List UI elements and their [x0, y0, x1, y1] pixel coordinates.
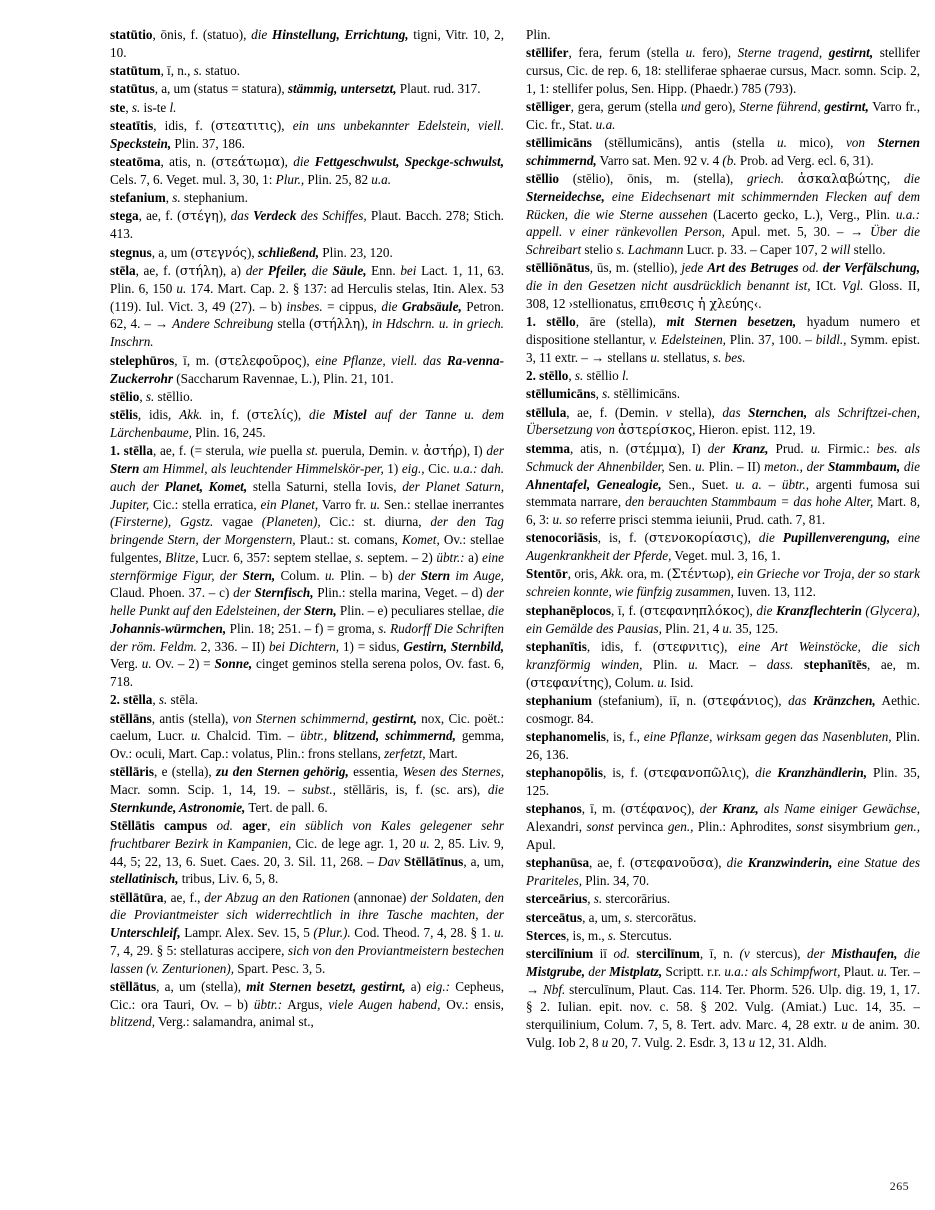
dictionary-entry-stellatis-campus: Stēllātis campus od. ager, ein süblich von Kales gelegener sehr fruchtbarer Bezirk in Kampanien, Cic. de lege agr. 1, 20 u. 2, 85. Liv. 9, 44, 5; 22, 13, 6. Suet. Caes. 20, 3. Sil. 11, 268. – Dav Stēllātīnus, a, um, stellatinisch, tribus, Liv. 6, 5, 8. [110, 818, 505, 887]
dictionary-entry-stellaris: stēllāris, e (stella), zu den Sternen gehörig, essentia, Wesen des Sternes, Macr. somn. Scip. 1, 14, 19. – subst., stēllāris, is, f. (sc. ars), die Sternkunde, Astronomie, Tert. de pall. 6. [110, 764, 504, 815]
dictionary-entry-statutus: statūtus, a, um (status = statura), stämmig, untersetzt, Plaut. rud. 317. [110, 81, 481, 97]
dictionary-entry-ste: ste, s. is-te l. [110, 99, 177, 115]
dictionary-entry-stella-1: 1. stēlla, ae, f. (= sterula, wie puella st. puerula, Demin. v. ἀστήρ), I) der Stern am Himmel, als leuchtender Himmelskör-per, 1) eig., Cic. u.a.: dah. auch der Planet, Komet, stella Saturni, stella Iovis, der Planet Saturn, Jupiter, Cic.: stella erratica, ein Planet, Varro fr. u. Sen.: stellae inerrantes (Firsterne), Ggstz. vagae (Planeten), Cic.: st. diurna, der den Tag bringende Stern, der Morgenstern, Plaut.: st. comans, Komet, Ov.: stellae fulgentes, Blitze, Lucr. 6, 357: septem stellae, s. septem. – 2) übtr.: a) eine sternförmige Figur, der Stern, Colum. u. Plin. – b) der Stern im Auge, Claud. Phoen. 37. – c) der Sternfisch, Plin.: stella marina, Veget. – d) der helle Punkt auf den Edelsteinen, der Stern, Plin. – e) peculiares stellae, die Johannis-würmchen, Plin. 18; 251. – f) = groma, s. Rudorff Die Schriften der röm. Feldm. 2, 336. – II) bei Dichtern, 1) = sidus, Gestirn, Sternbild, Verg. u. Ov. – 2) = Sonne, cinget geminos stella serena polos, Ov. fast. 6, 718. [110, 443, 505, 690]
dictionary-entry-stellumicans: stēllumicāns, s. stēllimicāns. [526, 386, 681, 402]
dictionary-entry-stellionatus: stēlliōnātus, ūs, m. (stellio), jede Art des Betruges od. der Verfälschung, die in den Gesetzen nicht ausdrücklich benannt ist, ICt. Vgl. Gloss. II, 308, 12 ›stellionatus, επιθεσις ἡ χλεύης‹. [526, 260, 921, 311]
dictionary-entry-stelliger: stēlliger, gera, gerum (stella und gero), Sterne führend, gestirnt, Varro fr., Cic. fr., Stat. u.a. [526, 99, 920, 132]
dictionary-entry-stellatus: stēllātus, a, um (stella), mit Sternen besetzt, gestirnt, a) eig.: Cepheus, Cic.: ora Tauri, Ov. – b) übtr.: Argus, viele Augen habend, Ov.: ensis, blitzend, Verg.: salamandra, animal st., [110, 978, 504, 1030]
dictionary-entry-stellans: stēllāns, antis (stella), von Sternen schimmernd, gestirnt, nox, Cic. poët.: caelum, Lucr. u. Chalcid. Tim. – übtr., blitzend, schimmernd, gemma, Ov.: oculi, Mart. Cap.: volatus, Plin.: frons stellans, zerfetzt, Mart. [110, 710, 505, 762]
dictionary-entry-statutum: statūtum, ī, n., s. statuo. [110, 63, 241, 78]
dictionary-entry-stelis: stēlis, idis, Akk. in, f. (στελίς), die Mistel auf der Tanne u. dem Lärchenbaume, Plin. 16, 245. [110, 407, 505, 440]
dictionary-entry-stellio: stēllio (stēlio), ōnis, m. (stella), griech. ἀσκαλαβώτης, die Sterneidechse, eine Eidechsenart mit schimmernden Flecken auf dem Rücken, die wie Sterne aussehen (Lacerto gecko, L.), Verg., Plin. u.a.: appell. v einer ränkevollen Person, Apul. met. 5, 30. – → Über die Schreibart stelio s. Lachmann Lucr. p. 33. – Caper 107, 2 will stello. [526, 171, 920, 258]
dictionary-entry-stella-2: 2. stēlla, s. stēla. [110, 692, 198, 708]
dictionary-entry-statutio: statūtio, ōnis, f. (statuo), die Hinstellung, Errichtung, tigni, Vitr. 10, 2, 10. [110, 27, 505, 60]
dictionary-entry-stercerarius: sterceārius, s. stercorārius. [526, 891, 671, 907]
dictionary-entry-stelio: stēlio, s. stēllio. [110, 388, 193, 404]
dictionary-entry-plin-catchline: Plin. [526, 27, 551, 42]
dictionary-entry-stenocoriasis: stenocoriāsis, is, f. (στενοκορίασις), die Pupillenverengung, eine Augenkrankheit der Pferde, Veget. mul. 3, 16, 1. [526, 530, 921, 564]
dictionary-entry-steatitis: steatītis, idis, f. (στεατιτις), ein uns unbekannter Edelstein, viell. Speckstein, Plin. 37, 186. [110, 117, 504, 151]
dictionary-entry-stellatura: stēllātūra, ae, f., der Abzug an den Rationen (annonae) der Soldaten, den die Proviantmeister sich widerrechtlich in ihre Tasche machten, der Unterschleif, Lampr. Alex. Sev. 15, 5 (Plur.). Cod. Theod. 7, 4, 28. § 1. u. 7, 4, 29. § 5: stellaturas accipere, sich von den Proviantmeistern bestechen lassen (v. Zenturionen), Spart. Pesc. 3, 5. [110, 889, 504, 976]
dictionary-entry-stephanitis: stephanītis, idis, f. (στεφνιτις), eine Art Weinstöcke, die sich kranzförmig winden, Plin. u. Macr. – dass. stephanītēs, ae, m. (στεφανίτης), Colum. u. Isid. [526, 638, 920, 690]
dictionary-entry-stephanium: stephanium (stefanium), iī, n. (στεφάνιος), das Kränzchen, Aethic. cosmogr. 84. [526, 692, 921, 726]
dictionary-entry-stelephuros: stelephūros, ī, m. (στελεφοῦρος), eine Pflanze, viell. das Ra-venna- Zuckerrohr (Saccharum Ravennae, L.), Plin. 21, 101. [110, 352, 504, 386]
dictionary-entry-stephanopolis: stephanopōlis, is, f. (στεφανοπῶλις), die Kranzhändlerin, Plin. 35, 125. [526, 765, 921, 799]
dictionary-entry-steatoma: steatōma, atis, n. (στεάτωμα), die Fettgeschwulst, Speckge-schwulst, Cels. 7, 6. Veget. mul. 3, 30, 1: Plur., Plin. 25, 82 u.a. [110, 153, 505, 187]
dictionary-entry-stello-1: 1. stēllo, āre (stella), mit Sternen besetzen, hyadum numero et dispositione stellantur, v. Edelsteinen, Plin. 37, 100. – bildl., Symm. epist. 3, 11 extr. – → stellans u. stellatus, s. bes. [526, 314, 921, 365]
dictionary-entry-stegnus: stegnus, a, um (στεγνός), schließend, Plin. 23, 120. [110, 244, 393, 260]
right-column [526, 26, 920, 1052]
dictionary-entry-stellimicans: stēllimicāns (stēllumicāns), antis (stella u. mico), von Sternen schimmernd, Varro sat. Men. 92 v. 4 (b. Prob. ad Verg. ecl. 6, 31). [526, 135, 921, 168]
dictionary-entry-sterces: Sterces, is, m., s. Stercutus. [526, 927, 672, 943]
dictionary-entry-stefanium: stefanium, s. stephanium. [110, 190, 248, 206]
dictionary-entry-stephanomelis: stephanomelis, is, f., eine Pflanze, wirksam gegen das Nasenbluten, Plin. 26, 136. [526, 729, 920, 762]
dictionary-entry-stentor: Stentōr, oris, Akk. ora, m. (Στέντωρ), ein Grieche vor Troja, der so stark schreien konnte, wie fünfzig zusammen, Iuven. 13, 112. [526, 566, 920, 600]
dictionary-entry-stellifer: stēllifer, fera, ferum (stella u. fero), Sterne tragend, gestirnt, stellifer cursus, Cic. de rep. 6, 18: stelliferae sphaerae cursus, Macr. somn. Scip. 2, 1, 1: stellifer polus, Sen. Hipp. (Phaedr.) 785 (793). [526, 45, 921, 96]
dictionary-entry-stercerarius-2: sterceātus, a, um, s. stercorātus. [526, 909, 697, 925]
dictionary-entry-stephanos: stephanos, ī, m. (στέφανος), der Kranz, als Name einiger Gewächse, Alexandri, sonst pervinca gen., Plin.: Aphrodites, sonst sisymbrium gen., Apul. [526, 801, 920, 852]
dictionary-entry-stela: stēla, ae, f. (στήλη), a) der Pfeiler, die Säule, Enn. bei Lact. 1, 11, 63. Plin. 6, 150 u. 174. Mart. Cap. 2. § 137: ad Herculis stelas, Itin. Alex. 53 (119). Iul. Vict. 3, 49 (27). – b) insbes. = cippus, die Grabsäule, Petron. 62, 4. – → Andere Schreibung stella (στήλλη), in Hdschrn. u. in griech. Inschrn. [110, 263, 505, 350]
dictionary-entry-stephanusa: stephanūsa, ae, f. (στεφανοῦσα), die Kranzwinderin, eine Statue des Prariteles, Plin. 34, 70. [526, 855, 921, 889]
dictionary-entry-stello-2: 2. stēllo, s. stēllio l. [526, 368, 629, 384]
dictionary-entry-stercilinium: stercilīnium iī od. stercilīnum, ī, n. (v stercus), der Misthaufen, die Mistgrube, der Mistplatz, Scriptt. r.r. u.a.: als Schimpfwort, Plaut. u. Ter. – → Nbf. sterculīnum, Plaut. Cas. 114. Ter. Phorm. 526. Ulp. dig. 19, 1, 17. § 2. Iulian. epit. nov. c. 58. § 202. Vulg. (Amiat.) Luc. 14, 35. – sterquilinium, Colum. 7, 5, 8. Tert. adv. Marc. 4, 28 extr. u de anim. 30. Vulg. Iob 2, 8 u 20, 7. Vulg. 2. Esdr. 3, 13 u 12, 31. Aldh. [526, 946, 921, 1050]
dictionary-entry-stemma: stemma, atis, n. (στέμμα), I) der Kranz, Prud. u. Firmic.: bes. als Schmuck der Ahnenbilder, Sen. u. Plin. – II) meton., der Stammbaum, die Ahnentafel, Genealogie, Sen., Suet. u. a. – übtr., argenti fumosa sui stemmata narrare, den berauchten Stammbaum = das hohe Alter, Mart. 8, 6, 3: u. so referre prisci stemma ieiunii, Prud. cath. 7, 81. [526, 440, 920, 527]
left-column [110, 26, 504, 1032]
page-number: 265 [889, 1179, 909, 1193]
dictionary-entry-stephaneplocos: stephanēplocos, ī, f. (στεφανηπλόκος), die Kranzflechterin (Glycera), ein Gemälde des Pausias, Plin. 21, 4 u. 35, 125. [526, 602, 920, 636]
two-column-layout [26, 26, 921, 1052]
dictionary-entry-stega: stega, ae, f. (στέγη), das Verdeck des Schiffes, Plaut. Bacch. 278; Stich. 413. [110, 208, 504, 242]
dictionary-entry-stellula: stēllula, ae, f. (Demin. v stella), das Sternchen, als Schriftzei-chen, Übersetzung von ἀστερίσκος, Hieron. epist. 112, 19. [526, 404, 920, 438]
